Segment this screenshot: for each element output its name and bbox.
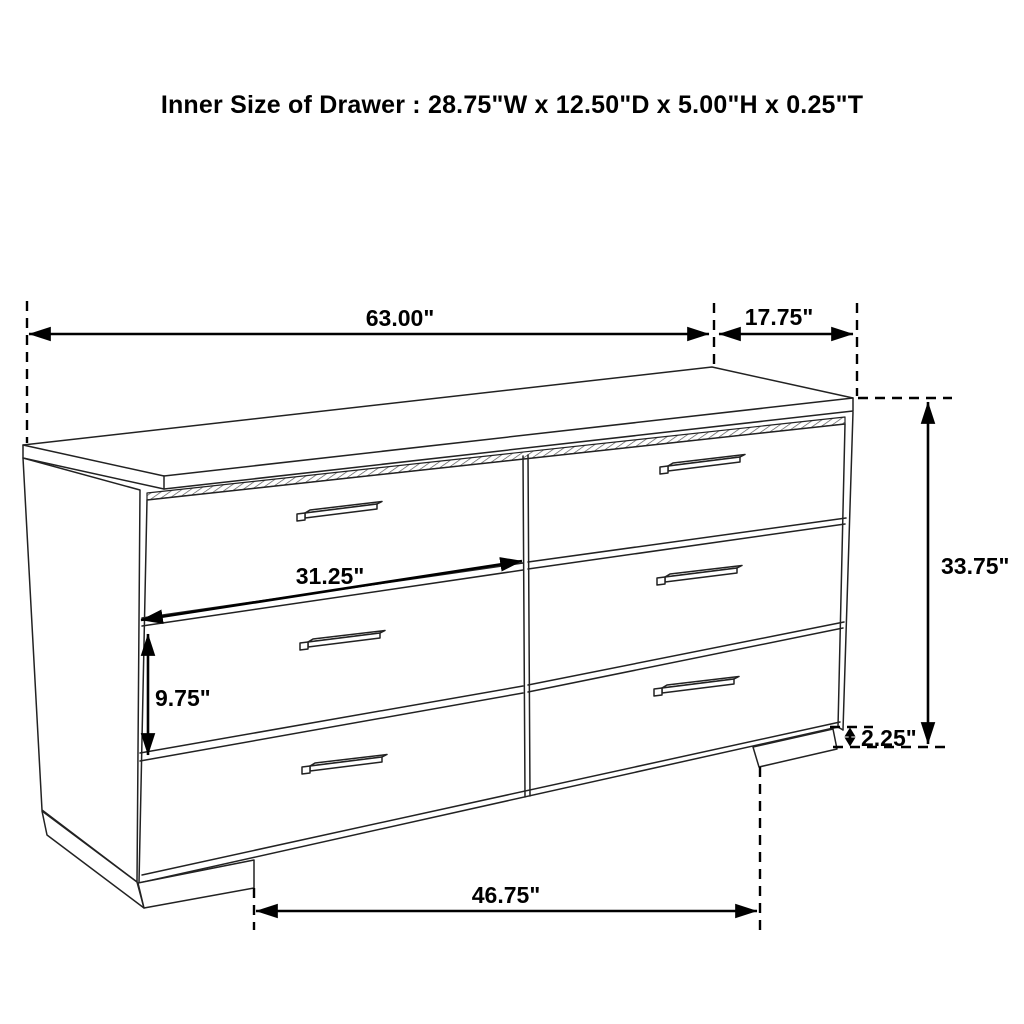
dim-label-top-depth: 17.75"	[744, 304, 814, 330]
dim-label-leg-span: 46.75"	[471, 882, 541, 908]
dresser-front	[139, 424, 845, 883]
diagram-title: Inner Size of Drawer : 28.75"W x 12.50"D x 5.00"H x 0.25"T	[160, 91, 864, 119]
dim-label-overall-height: 33.75"	[941, 553, 1010, 579]
dresser-left-panel	[23, 458, 140, 882]
dim-label-drawer-front-height: 9.75"	[155, 685, 211, 711]
dim-label-drawer-width: 31.25"	[295, 563, 365, 589]
dim-line-leg-height	[845, 728, 856, 747]
dim-label-leg-height: 2.25"	[861, 725, 917, 751]
dim-label-overall-width: 63.00"	[365, 305, 435, 331]
